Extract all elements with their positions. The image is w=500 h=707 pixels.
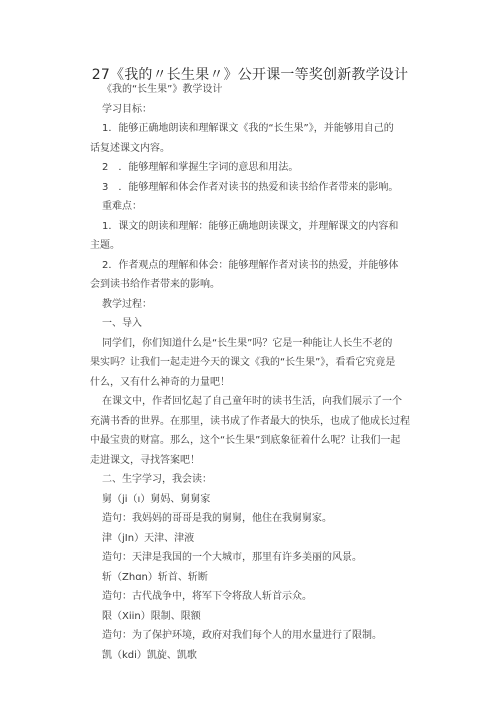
subtitle-line: 《我的“长生果”》教学设计: [102, 84, 223, 95]
section-heading: 教学过程：: [102, 298, 152, 310]
paragraph-line: 1．能够正确地朗读和理解课文《我的“长生果”》，并能够用自己的: [102, 123, 394, 134]
section-heading: 重难点：: [102, 201, 142, 212]
section-heading: 二、生字学习，我会读：: [102, 474, 212, 485]
example-sentence: 造句：天津是我国的一个大城市，那里有许多美丽的风景。: [102, 552, 362, 563]
vocab-item: 限（Xiin）限制、限额: [102, 610, 201, 622]
paragraph-line: 3 ．能够理解和体会作者对读书的热爱和读书给作者带来的影响。: [102, 181, 399, 193]
paragraph-line: 中最宝贵的财富。那么，这个“长生果”到底象征着什么呢？让我们一起: [90, 435, 401, 446]
paragraph-line: 2．作者观点的理解和体会：能够理解作者对读书的热爱，并能够体: [102, 259, 399, 271]
paragraph-line: 1．课文的朗读和理解：能够正确地朗读课文，并理解课文的内容和: [102, 220, 399, 232]
paragraph-line: 话复述课文内容。: [90, 142, 170, 154]
document-title: 27《我的〃长生果〃》公开课一等奖创新教学设计: [91, 67, 409, 83]
paragraph-line: 果实吗？让我们一起走进今天的课文《我的“长生果”》，看看它究竟是: [90, 357, 396, 368]
document-body: [90, 80, 430, 665]
vocab-item: 津（jIn）天津、津液: [102, 532, 195, 544]
section-heading: 学习目标：: [102, 103, 152, 115]
vocab-item: 斩（Zhɑn）斩首、斩断: [102, 571, 208, 583]
vocab-item: 舅（ji（ı）舅妈、舅舅家: [102, 493, 211, 505]
example-sentence: 造句：古代战争中，将军下令将敌人斩首示众。: [102, 591, 312, 602]
paragraph-line: 走进课文，寻找答案吧！: [90, 454, 200, 466]
paragraph-line: 2 ．能够理解和掌握生字词的意思和用法。: [102, 162, 299, 173]
example-sentence: 造句：为了保护环境，政府对我们每个人的用水量进行了限制。: [102, 630, 382, 641]
paragraph-line: 会到读书给作者带来的影响。: [90, 279, 220, 290]
paragraph-line: 同学们，你们知道什么是“长生果”吗？它是一种能让人长生不老的: [102, 337, 393, 349]
vocab-item: 凯（kdi）凯旋、凯歌: [102, 649, 197, 661]
section-heading: 一、导入: [102, 318, 142, 329]
paragraph-line: 什么，又有什么神奇的力量吧！: [90, 376, 230, 388]
paragraph-line: 在课文中，作者回忆起了自己童年时的读书生活，向我们展示了一个: [102, 396, 402, 407]
paragraph-line: 充满书香的世界。在那里，读书成了作者最大的快乐，也成了他成长过程: [90, 415, 410, 427]
example-sentence: 造句：我妈妈的哥哥是我的舅舅，他住在我舅舅家。: [102, 513, 332, 524]
paragraph-line: 主题。: [90, 240, 120, 251]
